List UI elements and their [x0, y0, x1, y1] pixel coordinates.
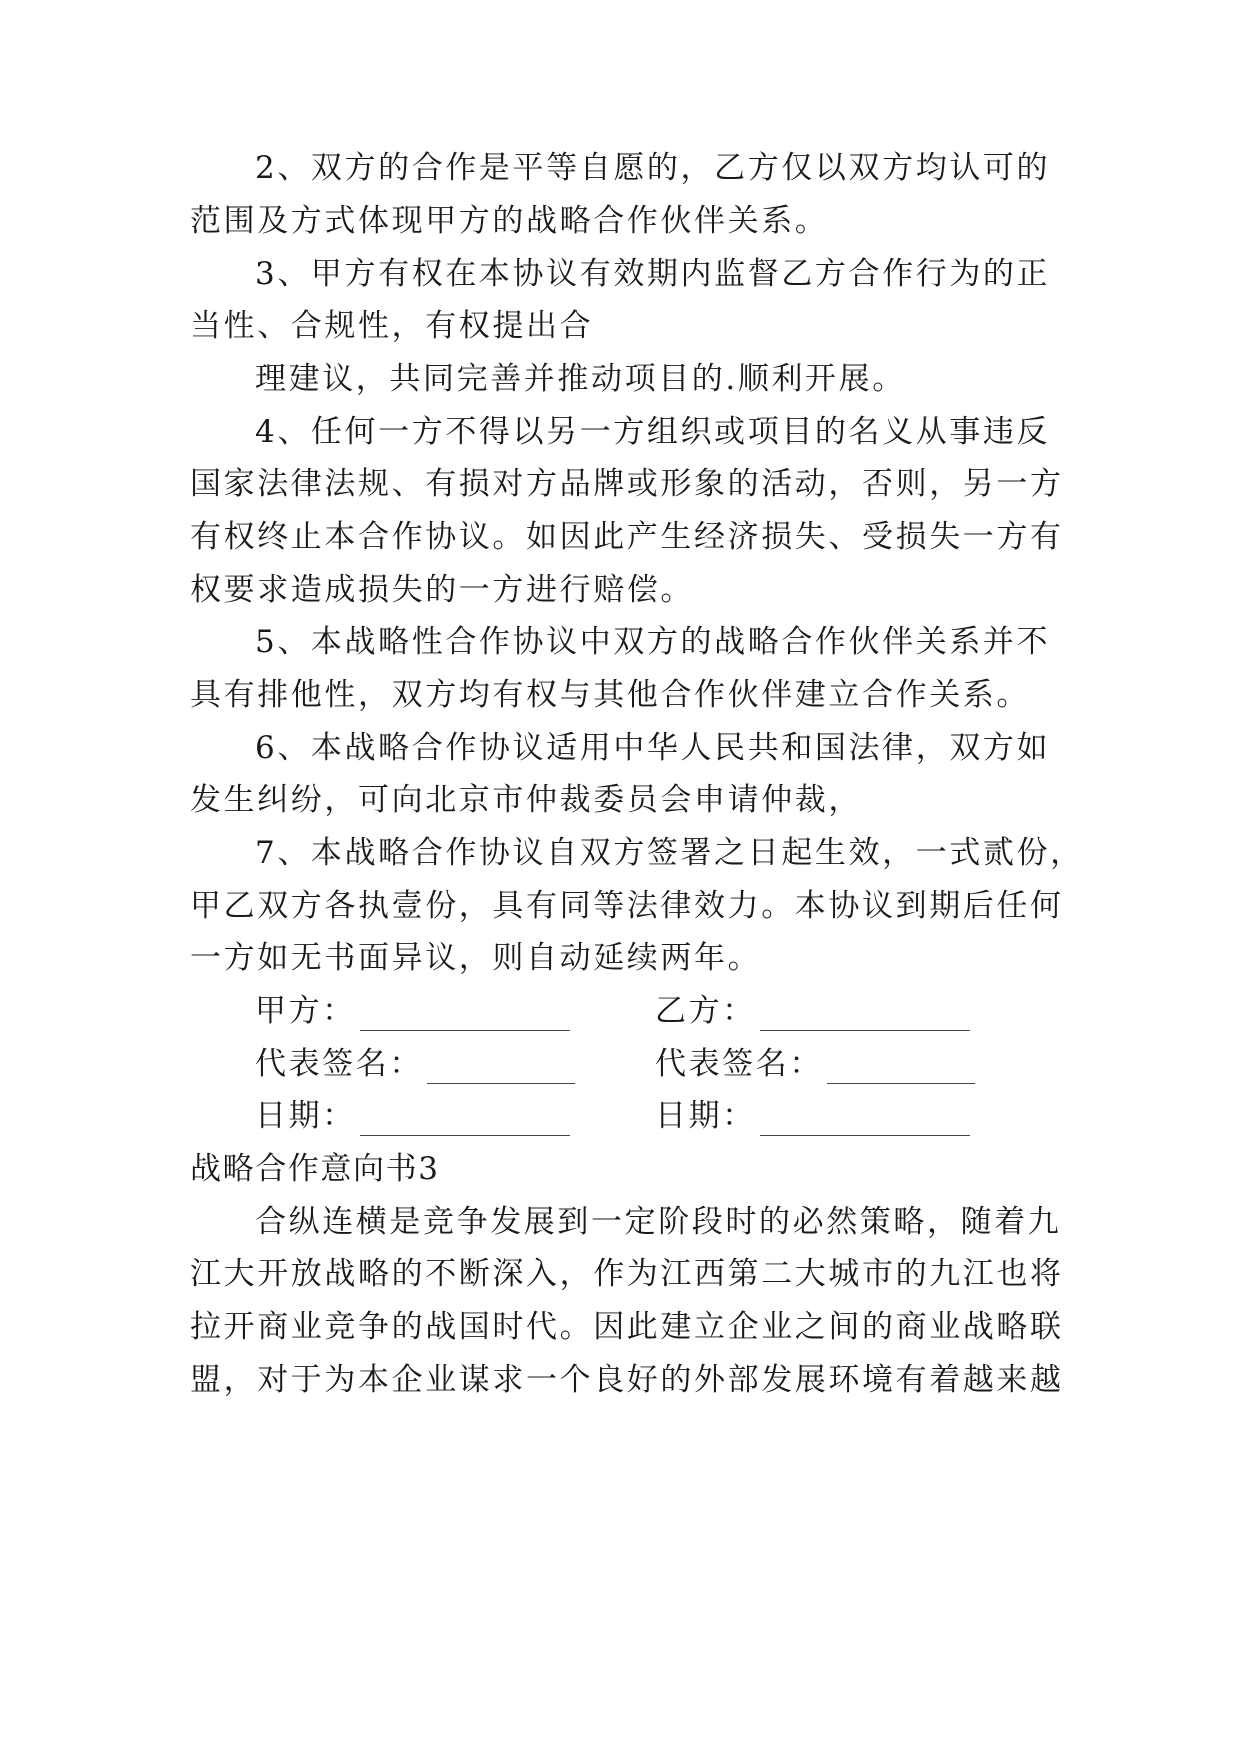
- party-a-representative-label: 代表签名：: [255, 1046, 423, 1082]
- text-line: 7、本战略合作协议自双方签署之日起生效，一式贰份，: [255, 835, 1084, 871]
- text-line: 甲乙双方各执壹份，具有同等法律效力。本协议到期后任何: [190, 888, 1064, 924]
- text-line: 国家法律法规、有损对方品牌或形象的活动，否则，另一方: [190, 466, 1064, 502]
- text-line: 6、本战略合作协议适用中华人民共和国法律，双方如: [255, 730, 1051, 766]
- text-line: 权要求造成损失的一方进行赔偿。: [190, 572, 694, 608]
- party-b-field[interactable]: [655, 991, 970, 1031]
- party-a-date-blank[interactable]: [360, 1107, 570, 1136]
- party-a-field[interactable]: [255, 991, 655, 1031]
- party-b-representative-label: 代表签名：: [655, 1046, 823, 1082]
- text-line: 理建议，共同完善并推动项目的.顺利开展。: [255, 361, 906, 397]
- text-line: 范围及方式体现甲方的战略合作伙伴关系。: [190, 203, 829, 239]
- text-line: 具有排他性，双方均有权与其他合作伙伴建立合作关系。: [190, 677, 1030, 713]
- party-b-date-blank[interactable]: [760, 1107, 970, 1136]
- party-a-blank[interactable]: [360, 1002, 570, 1031]
- party-b-representative-blank[interactable]: [827, 1055, 975, 1084]
- party-a-date-label: 日期：: [255, 1098, 356, 1134]
- signature-row-representative: [255, 1044, 1055, 1084]
- section-title: 战略合作意向书3: [190, 1151, 440, 1187]
- party-b-representative-field[interactable]: [655, 1044, 975, 1084]
- text-line: 4、任何一方不得以另一方组织或项目的名义从事违反: [255, 414, 1051, 450]
- text-line: 一方如无书面异议，则自动延续两年。: [190, 940, 762, 976]
- text-line: 拉开商业竞争的战国时代。因此建立企业之间的商业战略联: [190, 1309, 1064, 1345]
- party-a-representative-field[interactable]: [255, 1044, 655, 1084]
- text-line: 有权终止本合作协议。如因此产生经济损失、受损失一方有: [190, 519, 1064, 555]
- party-b-date-label: 日期：: [655, 1098, 756, 1134]
- text-line: 3、甲方有权在本协议有效期内监督乙方合作行为的正: [255, 256, 1051, 292]
- text-line: 发生纠纷，可向北京市仲裁委员会申请仲裁，: [190, 782, 862, 818]
- text-line: 合纵连横是竞争发展到一定阶段时的必然策略，随着九: [255, 1204, 1062, 1240]
- text-line: 盟，对于为本企业谋求一个良好的外部发展环境有着越来越: [190, 1362, 1064, 1398]
- party-b-blank[interactable]: [760, 1002, 970, 1031]
- party-b-date-field[interactable]: [655, 1096, 970, 1136]
- signature-row-date: [255, 1096, 1055, 1136]
- signature-row-party: [255, 991, 1055, 1031]
- party-b-label: 乙方：: [655, 993, 756, 1029]
- party-a-label: 甲方：: [255, 993, 356, 1029]
- text-line: 当性、合规性，有权提出合: [190, 308, 594, 344]
- party-a-representative-blank[interactable]: [427, 1055, 575, 1084]
- text-line: 5、本战略性合作协议中双方的战略合作伙伴关系并不: [255, 624, 1051, 660]
- text-line: 江大开放战略的不断深入，作为江西第二大城市的九江也将: [190, 1256, 1064, 1292]
- text-line: 2、双方的合作是平等自愿的，乙方仅以双方均认可的: [255, 150, 1051, 186]
- party-a-date-field[interactable]: [255, 1096, 655, 1136]
